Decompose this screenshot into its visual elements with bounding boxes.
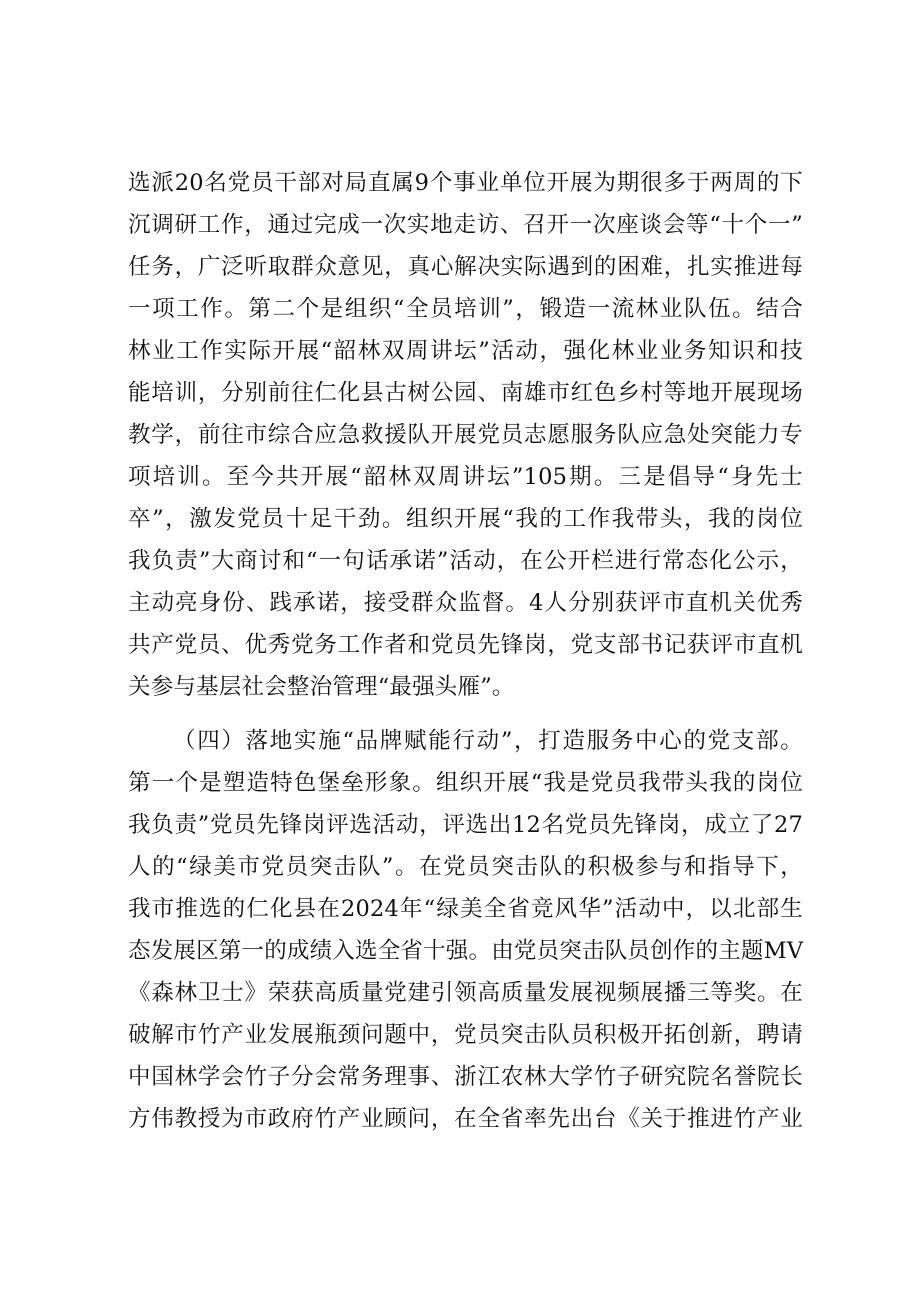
- text-line: 人的“绿美市党员突击队”。在党员突击队的积极参与和指导下，: [128, 854, 803, 880]
- paragraph-gap: [128, 708, 803, 720]
- text-line: 教学，前往市综合应急救援队开展党员志愿服务队应急处突能力专: [128, 422, 803, 448]
- text-line: 卒”，激发党员十足干劲。组织开展“我的工作我带头，我的岗位: [128, 506, 803, 532]
- section-heading-line: （四）落地实施“品牌赋能行动”，打造服务中心的党支部。: [173, 728, 803, 754]
- text-line: 第一个是塑造特色堡垒形象。组织开展“我是党员我带头我的岗位: [128, 770, 803, 796]
- text-line: 能培训，分别前往仁化县古树公园、南雄市红色乡村等地开展现场: [128, 380, 803, 406]
- text-line: 中国林学会竹子分会常务理事、浙江农林大学竹子研究院名誉院长: [128, 1064, 803, 1090]
- text-line: 主动亮身份、践承诺，接受群众监督。4人分别获评市直机关优秀: [128, 590, 803, 616]
- text-line: 我负责”大商讨和“一句话承诺”活动，在公开栏进行常态化公示，: [128, 548, 803, 574]
- paragraph-2: [128, 720, 803, 1140]
- text-line: 态发展区第一的成绩入选全省十强。由党员突击队员创作的主题MV: [128, 938, 804, 964]
- document-body: [128, 162, 803, 1140]
- text-line: 方伟教授为市政府竹产业顾问，在全省率先出台《关于推进竹产业: [128, 1106, 803, 1132]
- text-line: 我负责”党员先锋岗评选活动，评选出12名党员先锋岗，成立了27: [128, 812, 803, 838]
- text-line: 沉调研工作，通过完成一次实地走访、召开一次座谈会等“十个一”: [128, 212, 803, 238]
- text-line: 林业工作实际开展“韶林双周讲坛”活动，强化林业业务知识和技: [128, 338, 803, 364]
- text-line: 破解市竹产业发展瓶颈问题中，党员突击队员积极开拓创新，聘请: [128, 1022, 803, 1048]
- text-line: 任务，广泛听取群众意见，真心解决实际遇到的困难，扎实推进每: [128, 254, 803, 280]
- text-line: 我市推选的仁化县在2024年“绿美全省竞风华”活动中，以北部生: [128, 896, 803, 922]
- text-line: 关参与基层社会整治管理“最强头雁”。: [128, 674, 515, 700]
- text-line: 共产党员、优秀党务工作者和党员先锋岗，党支部书记获评市直机: [128, 632, 803, 658]
- paragraph-1: [128, 162, 803, 708]
- text-line: 项培训。至今共开展“韶林双周讲坛”105期。三是倡导“身先士: [128, 464, 803, 490]
- text-line: 一项工作。第二个是组织“全员培训”，锻造一流林业队伍。结合: [128, 296, 803, 322]
- text-line: 选派20名党员干部对局直属9个事业单位开展为期很多于两周的下: [128, 170, 803, 196]
- text-line: 《森林卫士》荣获高质量党建引领高质量发展视频展播三等奖。在: [128, 980, 803, 1006]
